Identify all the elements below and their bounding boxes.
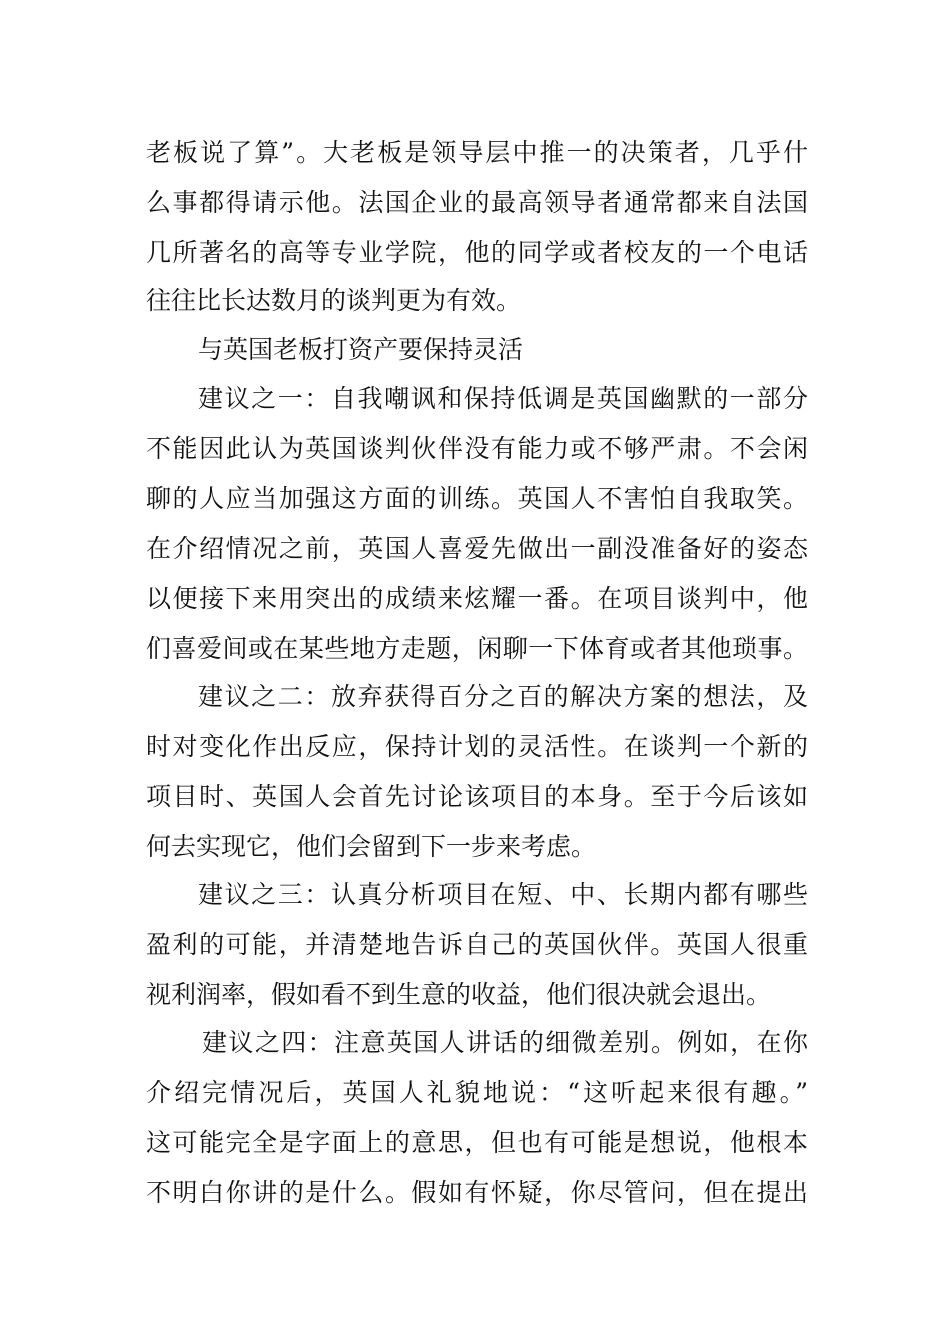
text-line: 以便接下来用突出的成绩来炫耀一番。在项目谈判中，他 [146,584,808,613]
text-line: 项目时、英国人会首先讨论该项目的本身。至于今后该如 [146,782,808,811]
paragraph-first-line: 建议之四：注意英国人讲话的细微差别。例如，在你 [202,1028,808,1057]
text-line: 聊的人应当加强这方面的训练。英国人不害怕自我取笑。 [146,484,808,513]
text-line: 这可能完全是字面上的意思，但也有可能是想说，他根本 [146,1128,808,1157]
text-line: 视利润率，假如看不到生意的收益，他们很决就会退出。 [146,980,772,1009]
paragraph-first-line: 建议之一：自我嘲讽和保持低调是英国幽默的一部分 [198,384,808,413]
text-line: 在介绍情况之前，英国人喜爱先做出一副没准备好的姿态 [146,534,808,563]
text-line: 不能因此认为英国谈判伙伴没有能力或不够严肃。不会闲 [146,434,808,463]
paragraph-first-line: 建议之三：认真分析项目在短、中、长期内都有哪些 [198,880,808,909]
text-line: 老板说了算”。大老板是领导层中推一的决策者，几乎什 [146,138,808,167]
text-line: 们喜爱间或在某些地方走题，闲聊一下体育或者其他琐事。 [146,634,808,663]
text-line: 盈利的可能，并清楚地告诉自己的英国伙伴。英国人很重 [146,930,808,959]
text-line: 介绍完情况后，英国人礼貌地说：“这听起来很有趣。” [146,1078,808,1107]
text-line: 往往比长达数月的谈判更为有效。 [146,286,522,315]
text-line: 何去实现它，他们会留到下一步来考虑。 [146,832,597,861]
text-line: 不明白你讲的是什么。假如有怀疑，你尽管问，但在提出 [146,1178,808,1207]
section-heading: 与英国老板打资产要保持灵活 [198,335,524,364]
text-line: 时对变化作出反应，保持计划的灵活性。在谈判一个新的 [146,732,808,761]
paragraph-first-line: 建议之二：放弃获得百分之百的解决方案的想法，及 [198,682,808,711]
text-line: 几所著名的高等专业学院，他的同学或者校友的一个电话 [146,238,808,267]
text-line: 么事都得请示他。法国企业的最高领导者通常都来自法国 [146,188,808,217]
